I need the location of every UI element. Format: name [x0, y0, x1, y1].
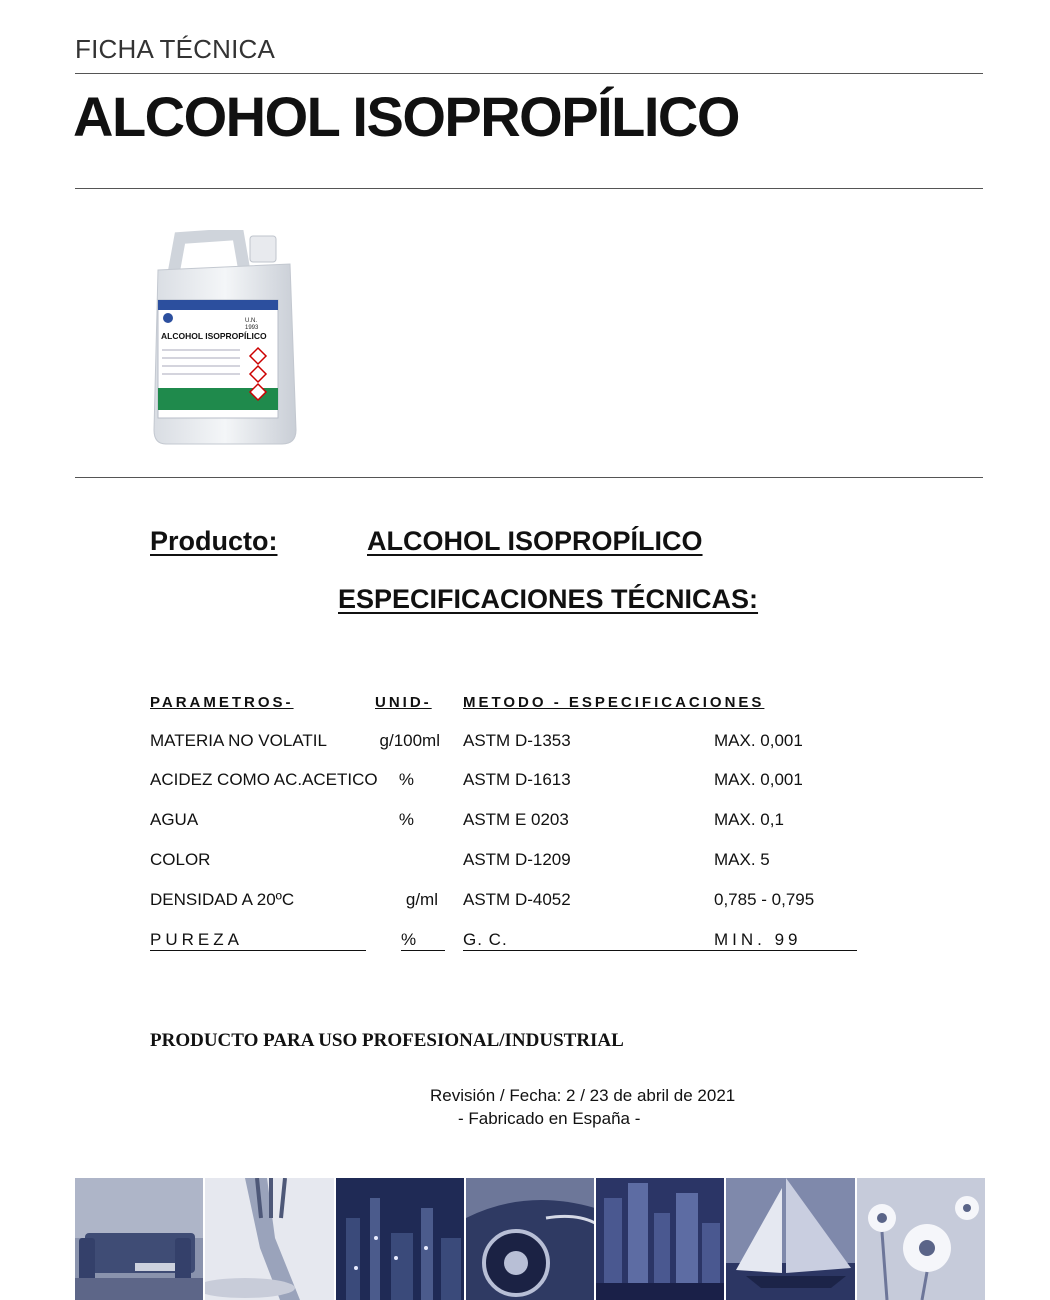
application-image-strip: [75, 1178, 985, 1300]
jerrycan-label-un-number: 1993: [245, 325, 259, 331]
row-param: COLOR: [150, 850, 211, 869]
row-param: ACIDEZ COMO AC.ACETICO: [150, 770, 378, 789]
gallery-tile-sailboat: [726, 1178, 854, 1300]
row-method: ASTM D-1353: [463, 731, 571, 750]
row-method: G. C.: [463, 930, 857, 951]
gallery-tile-car: [466, 1178, 594, 1300]
row-spec: MAX. 0,1: [714, 810, 784, 829]
row-spec: MAX. 0,001: [714, 770, 803, 789]
table-header-method-spec: METODO - ESPECIFICACIONES: [463, 694, 765, 711]
row-spec: MIN. 99: [714, 930, 836, 951]
row-unit: g/ml: [405, 890, 438, 909]
row-unit: %: [398, 810, 414, 829]
row-spec: MAX. 5: [714, 850, 770, 869]
gallery-tile-flowers: [857, 1178, 985, 1300]
gallery-tile-sofa: [75, 1178, 203, 1300]
row-method: ASTM E 0203: [463, 810, 569, 829]
row-spec: MAX. 0,001: [714, 731, 803, 750]
row-spec: 0,785 - 0,795: [714, 890, 815, 909]
revision-date: Revisión / Fecha: 2 / 23 de abril de 2021: [430, 1086, 736, 1105]
header-rule-bottom: [75, 188, 983, 189]
table-header-param: PARAMETROS-: [150, 694, 294, 711]
jerrycan-label-title: ALCOHOL ISOPROPÍLICO: [161, 331, 267, 341]
product-name: ALCOHOL ISOPROPÍLICO: [367, 526, 703, 556]
document-title: ALCOHOL ISOPROPÍLICO: [73, 85, 739, 148]
professional-use-note: PRODUCTO PARA USO PROFESIONAL/INDUSTRIAL: [150, 1030, 624, 1051]
product-label: Producto:: [150, 526, 278, 556]
header-rule-top: [75, 73, 983, 74]
product-jerrycan-image: [150, 230, 300, 452]
row-method: ASTM D-4052: [463, 890, 571, 909]
row-method: ASTM D-1613: [463, 770, 571, 789]
specifications-title: ESPECIFICACIONES TÉCNICAS:: [338, 584, 759, 614]
row-param: MATERIA NO VOLATIL: [150, 731, 327, 750]
row-unit: %: [398, 770, 414, 789]
row-method: ASTM D-1209: [463, 850, 571, 869]
made-in-spain: - Fabricado en España -: [458, 1109, 641, 1128]
jerrycan-label-un: U.N.: [245, 318, 257, 324]
table-header-unit: UNID-: [375, 694, 432, 711]
gallery-tile-industry: [336, 1178, 464, 1300]
row-unit: g/100ml: [379, 731, 440, 750]
row-unit: %: [401, 930, 445, 951]
gallery-tile-fork: [205, 1178, 333, 1300]
image-rule-bottom: [75, 477, 983, 478]
document-type-label: FICHA TÉCNICA: [75, 34, 276, 64]
row-param: PUREZA: [150, 930, 366, 951]
row-param: DENSIDAD A 20ºC: [150, 890, 295, 909]
gallery-tile-city: [596, 1178, 724, 1300]
row-param: AGUA: [150, 810, 199, 829]
